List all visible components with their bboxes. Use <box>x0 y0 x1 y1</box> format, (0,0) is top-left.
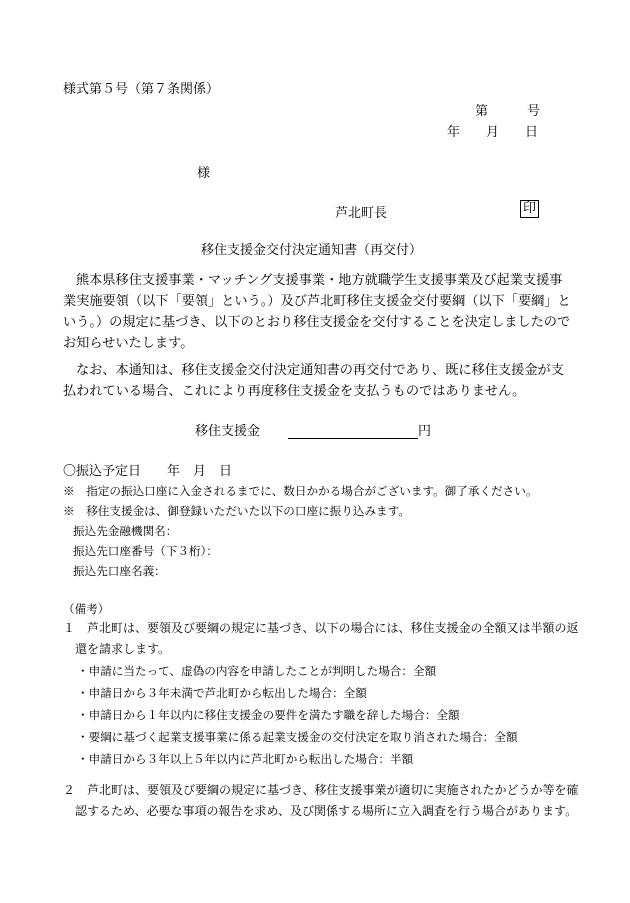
issuer-title: 芦北町長 <box>335 206 388 221</box>
form-label: 様式第５号（第７条関係） <box>63 82 220 97</box>
amount-label: 移住支援金 <box>195 424 261 439</box>
addressee-honorific: 様 <box>197 166 211 181</box>
bank-name-field: 振込先金融機関名： <box>73 524 178 538</box>
amount-unit: 円 <box>418 424 432 439</box>
remark-bullet: ・申請日から３年以上５年以内に芦北町から転出した場合：半額 <box>77 752 414 766</box>
seal-mark <box>520 200 539 218</box>
transfer-note-1: ※ 指定の振込口座に入金されるまでに、数日かかる場合がございます。御了承ください。 <box>63 484 538 498</box>
remark-item-2: ２ 芦北町は、要領及び要綱の規定に基づき、移住支援事業が適切に実施されたかどうか等を確認するため、必要な事項の報告を求め、及び関係する場所に立入調査を行う場合があります。 <box>63 783 579 818</box>
amount-blank <box>288 424 418 439</box>
body-paragraph-1: 熊本県移住支援事業・マッチング支援事業・地方就職学生支援事業及び起業支援事業実施要領（以下「要領」という。）及び芦北町移住支援金交付要綱（以下「要綱」という。）の規定に基づき、以下のとおり移住支援金を交付することを決定しましたのでお知らせいたします。 <box>63 273 571 351</box>
remark-item-1: １ 芦北町は、要領及び要綱の規定に基づき、以下の場合には、移住支援金の全額又は半額の返還を請求します。 <box>63 621 579 656</box>
remarks-heading: （備考） <box>63 602 110 616</box>
document-title: 移住支援金交付決定通知書（再交付） <box>201 243 423 258</box>
body-paragraph-2: なお、本通知は、移住支援金交付決定通知書の再交付であり、既に移住支援金が支払われている場合、これにより再度移住支援金を支払うものではありません。 <box>63 363 564 399</box>
account-number-field: 振込先口座番号（下３桁）： <box>73 544 218 558</box>
transfer-note-2: ※ 移住支援金は、御登録いただいた以下の口座に振り込みます。 <box>63 504 410 518</box>
account-name-field: 振込先口座名義： <box>73 564 166 578</box>
remark-bullet: ・申請に当たって、虚偽の内容を申請したことが判明した場合：全額 <box>77 664 437 678</box>
amount-row <box>195 420 431 439</box>
remark-bullet: ・申請日から１年以内に移住支援金の要件を満たす職を辞した場合：全額 <box>77 708 460 722</box>
remark-bullet: ・申請日から３年未満で芦北町から転出した場合：全額 <box>77 686 367 700</box>
issue-date: 年 月 日 <box>447 125 539 140</box>
document-number: 第 号 <box>475 104 541 119</box>
seal-label: 印 <box>520 200 539 218</box>
remark-bullet: ・要綱に基づく起業支援事業に係る起業支援金の交付決定を取り消された場合：全額 <box>77 730 518 744</box>
transfer-date: 〇振込予定日 年 月 日 <box>63 464 233 479</box>
